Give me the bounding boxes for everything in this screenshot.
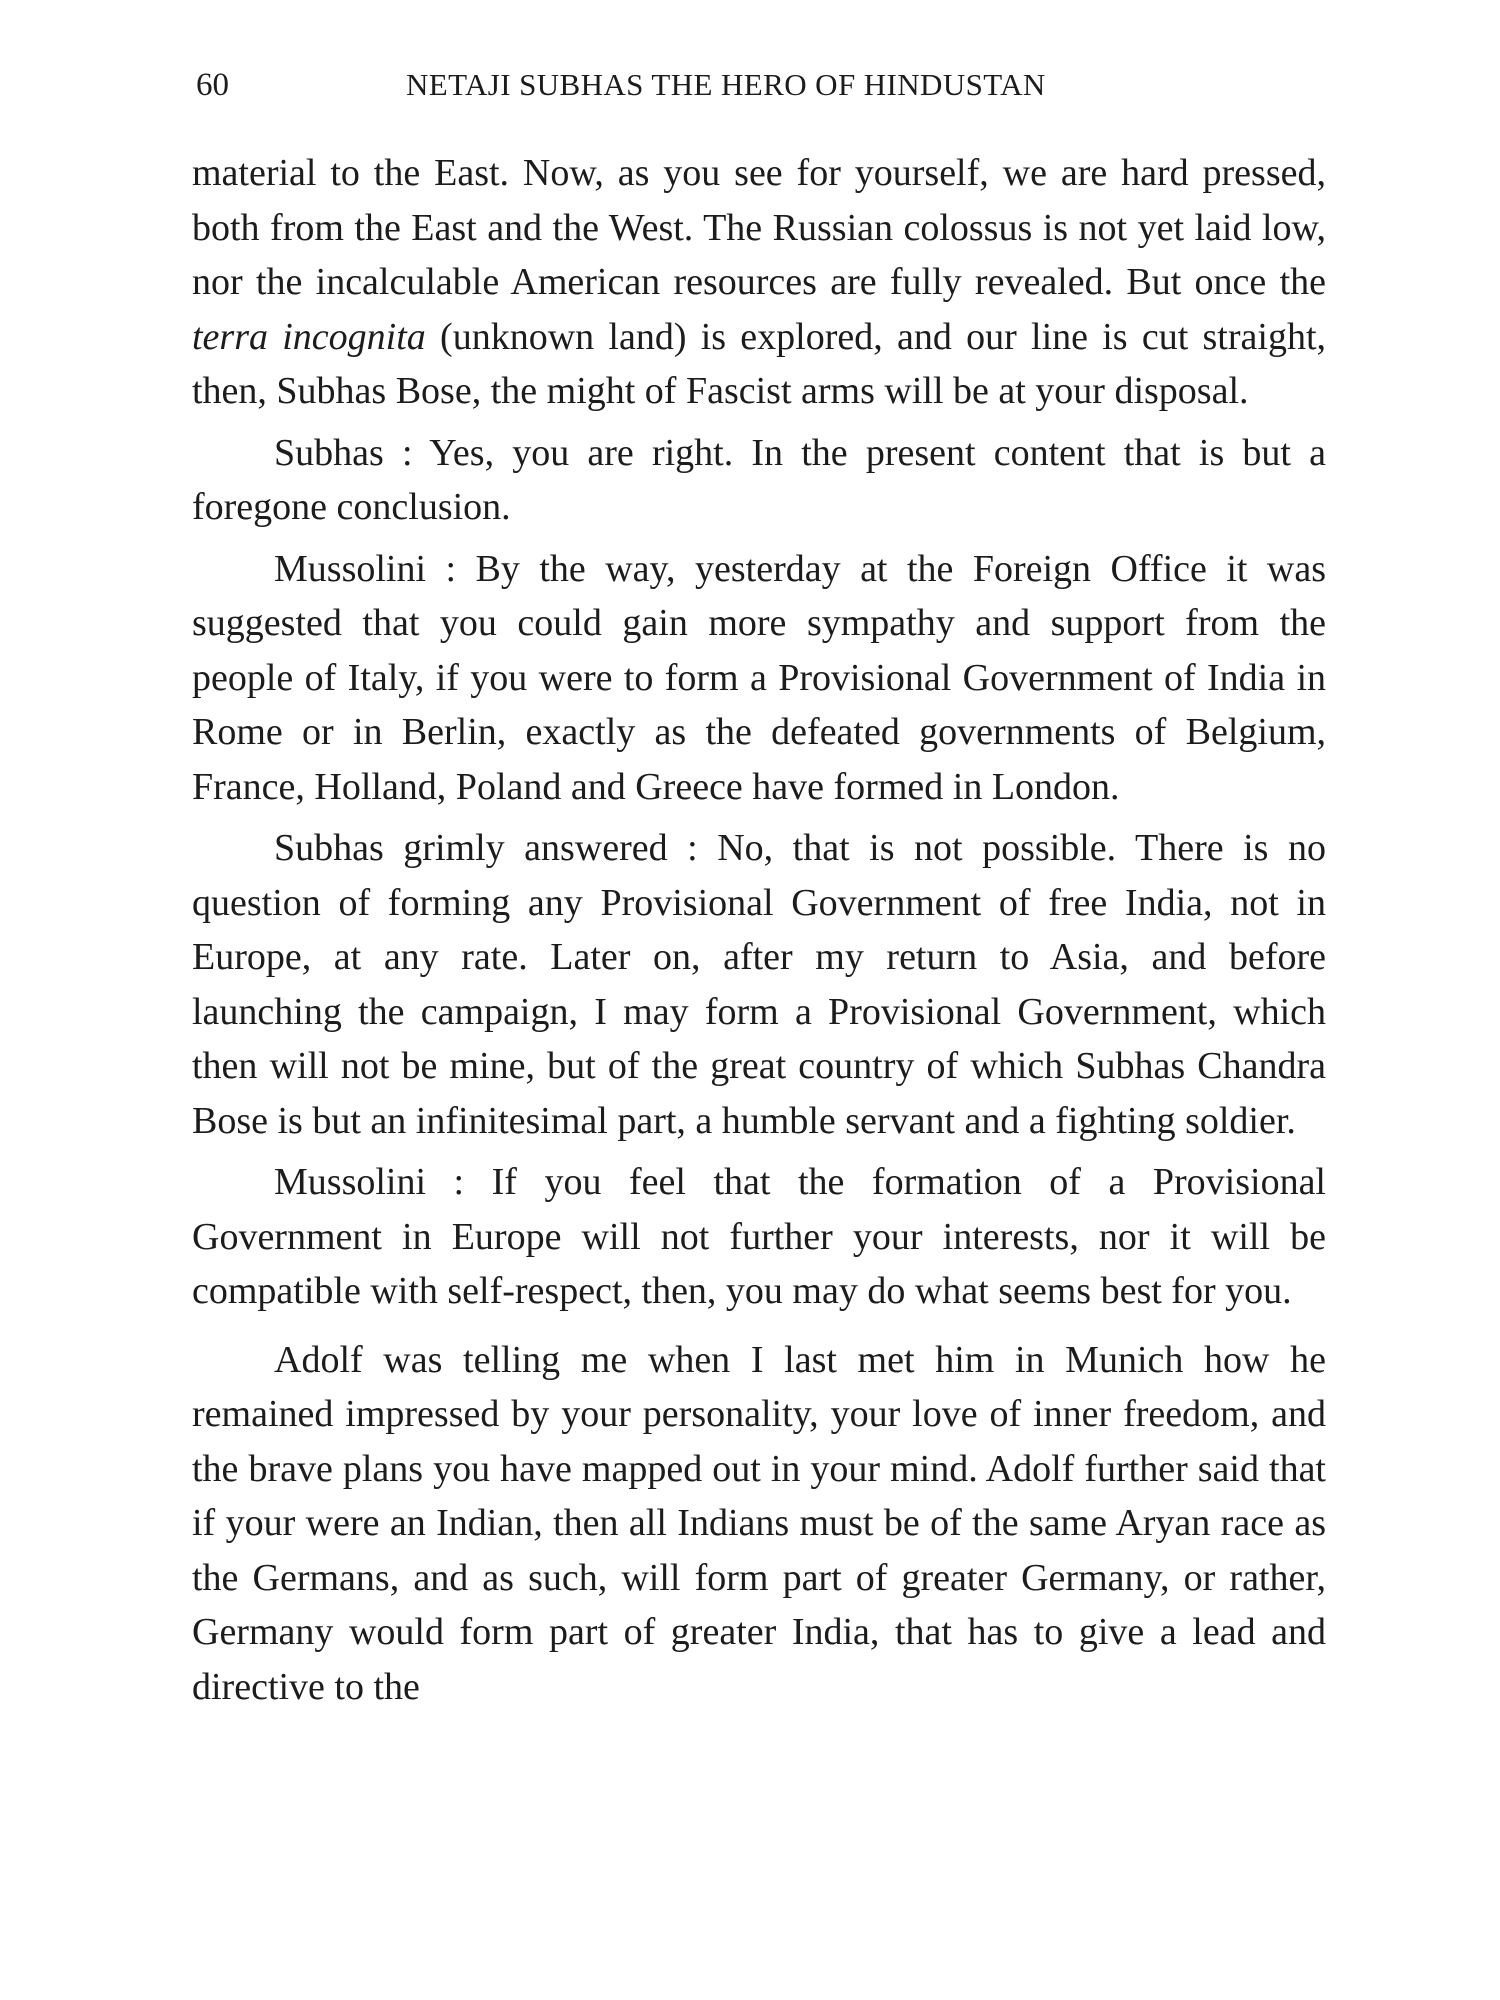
running-header xyxy=(196,62,1320,108)
paragraph-text-after-italic: (unknown land) is explored, and our line is cut straight, then, Subhas Bose, the might of Fascist arms will be at your disposal. xyxy=(192,315,1327,412)
paragraph-mussolini-suggestion: Mussolini : By the way, yesterday at the Foreign Office it was suggested that you could gain more sympathy and support from the people of Italy, if you were to form a Provisional Government of India in Rome or in Berlin, exactly as the defeated governments of Belgium, France, Holland, Poland and Greece have formed in London. xyxy=(192,547,1326,808)
body-text xyxy=(192,146,1326,1714)
paragraph-adolf: Adolf was telling me when I last met him in Munich how he remained impressed by your personality, your love of inner freedom, and the brave plans you have mapped out in your mind. Adolf further said that if your were an Indian, then all Indians must be of the same Aryan race as the Germans, and as such, will form part of greater Germany, or rather, Germany would form part of greater India, that has to give a lead and directive to the xyxy=(192,1338,1326,1708)
paragraph-mussolini-response: Mussolini : If you feel that the formation of a Provisional Government in Europe will not further your interests, nor it will be compatible with self-respect, then, you may do what seems best for you. xyxy=(192,1161,1326,1312)
page-number: 60 xyxy=(196,67,229,103)
italic-phrase: terra incognita xyxy=(192,315,426,358)
paragraph-subhas-answer: Subhas grimly answered : No, that is not possible. There is no question of forming any Provisional Government of free India, not in Europe, at any rate. Later on, after my return to Asia, and before launching the campaign, I may form a Provisional Government, which then will not be mine, but of the great country of which Subhas Chandra Bose is but an infinitesimal part, a humble servant and a fighting soldier. xyxy=(192,827,1326,1142)
book-title: NETAJI SUBHAS THE HERO OF HINDUSTAN xyxy=(406,67,1046,102)
paragraph-text-before-italic: material to the East. Now, as you see for yourself, we are hard pressed, both from the East and the West. The Russian colossus is not yet laid low, nor the incalculable American resources are fully revealed. But once the xyxy=(192,152,1326,303)
paragraph-continuation xyxy=(192,146,1326,419)
paragraph-subhas-reply: Subhas : Yes, you are right. In the present content that is but a foregone conclusion. xyxy=(192,431,1326,528)
